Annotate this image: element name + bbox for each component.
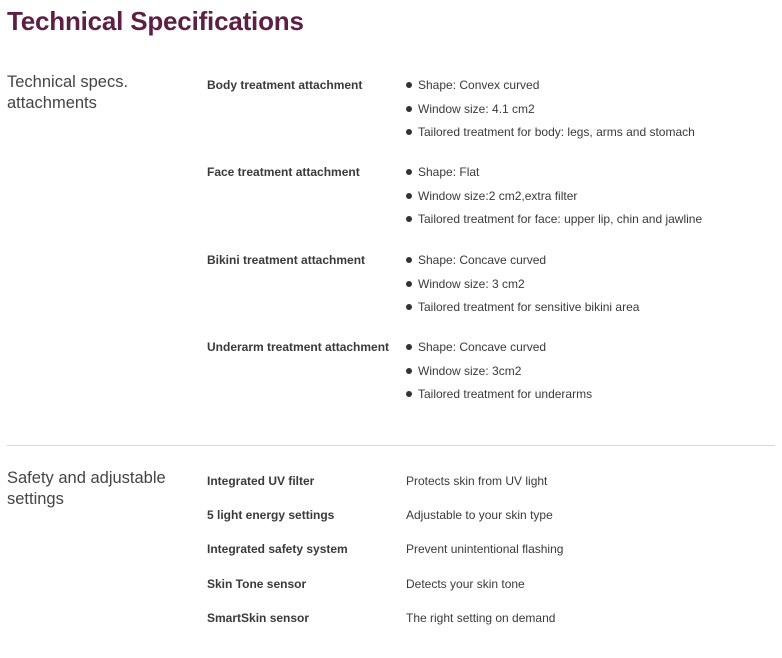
spec-bullets [406, 253, 639, 324]
bullet-dot-icon [406, 216, 412, 222]
section-title-attachments: Technical specs. attachments [7, 73, 129, 112]
spec-value: Prevent unintentional flashing [406, 542, 564, 556]
bullet-dot-icon [406, 344, 412, 350]
bullet-item: Shape: Concave curved [406, 340, 592, 364]
bullet-item: Tailored treatment for sensitive bikini area [406, 300, 639, 324]
bullet-dot-icon [406, 169, 412, 175]
spec-label: Bikini treatment attachment [207, 253, 366, 267]
bullet-dot-icon [406, 391, 412, 397]
spec-bullets [406, 78, 695, 149]
spec-label: Face treatment attachment [207, 165, 360, 179]
bullet-dot-icon [406, 129, 412, 135]
spec-label: Skin Tone sensor [207, 577, 307, 591]
bullet-dot-icon [406, 257, 412, 263]
spec-label: Integrated UV filter [207, 474, 315, 488]
spec-label: SmartSkin sensor [207, 611, 310, 625]
bullet-item: Shape: Flat [406, 165, 702, 189]
bullet-item: Tailored treatment for face: upper lip, chin and jawline [406, 212, 702, 236]
bullet-dot-icon [406, 368, 412, 374]
spec-row [0, 474, 782, 494]
spec-row [0, 611, 782, 631]
spec-row [0, 542, 782, 562]
bullet-dot-icon [406, 281, 412, 287]
page-title: Technical Specifications [7, 6, 304, 36]
bullet-item: Window size: 4.1 cm2 [406, 102, 695, 126]
bullet-dot-icon [406, 304, 412, 310]
spec-row [0, 577, 782, 597]
spec-value: Adjustable to your skin type [406, 508, 553, 522]
bullet-dot-icon [406, 106, 412, 112]
spec-label: 5 light energy settings [207, 508, 335, 522]
spec-value: The right setting on demand [406, 611, 556, 625]
bullet-dot-icon [406, 82, 412, 88]
spec-label: Body treatment attachment [207, 78, 363, 92]
bullet-dot-icon [406, 193, 412, 199]
spec-label: Integrated safety system [207, 542, 348, 556]
bullet-item: Window size: 3 cm2 [406, 277, 639, 301]
bullet-item: Tailored treatment for body: legs, arms and stomach [406, 125, 695, 149]
bullet-item: Shape: Concave curved [406, 253, 639, 277]
bullet-item: Shape: Convex curved [406, 78, 695, 102]
bullet-item: Window size:2 cm2,extra filter [406, 189, 702, 213]
bullet-item: Window size: 3cm2 [406, 364, 592, 388]
spec-value: Protects skin from UV light [406, 474, 548, 488]
spec-bullets [406, 165, 702, 236]
spec-label: Underarm treatment attachment [207, 340, 390, 354]
section-divider [7, 445, 775, 446]
bullet-item: Tailored treatment for underarms [406, 387, 592, 411]
spec-row [0, 508, 782, 528]
section-title-safety: Safety and adjustable settings [7, 469, 166, 508]
spec-value: Detects your skin tone [406, 577, 525, 591]
spec-bullets [406, 340, 592, 411]
